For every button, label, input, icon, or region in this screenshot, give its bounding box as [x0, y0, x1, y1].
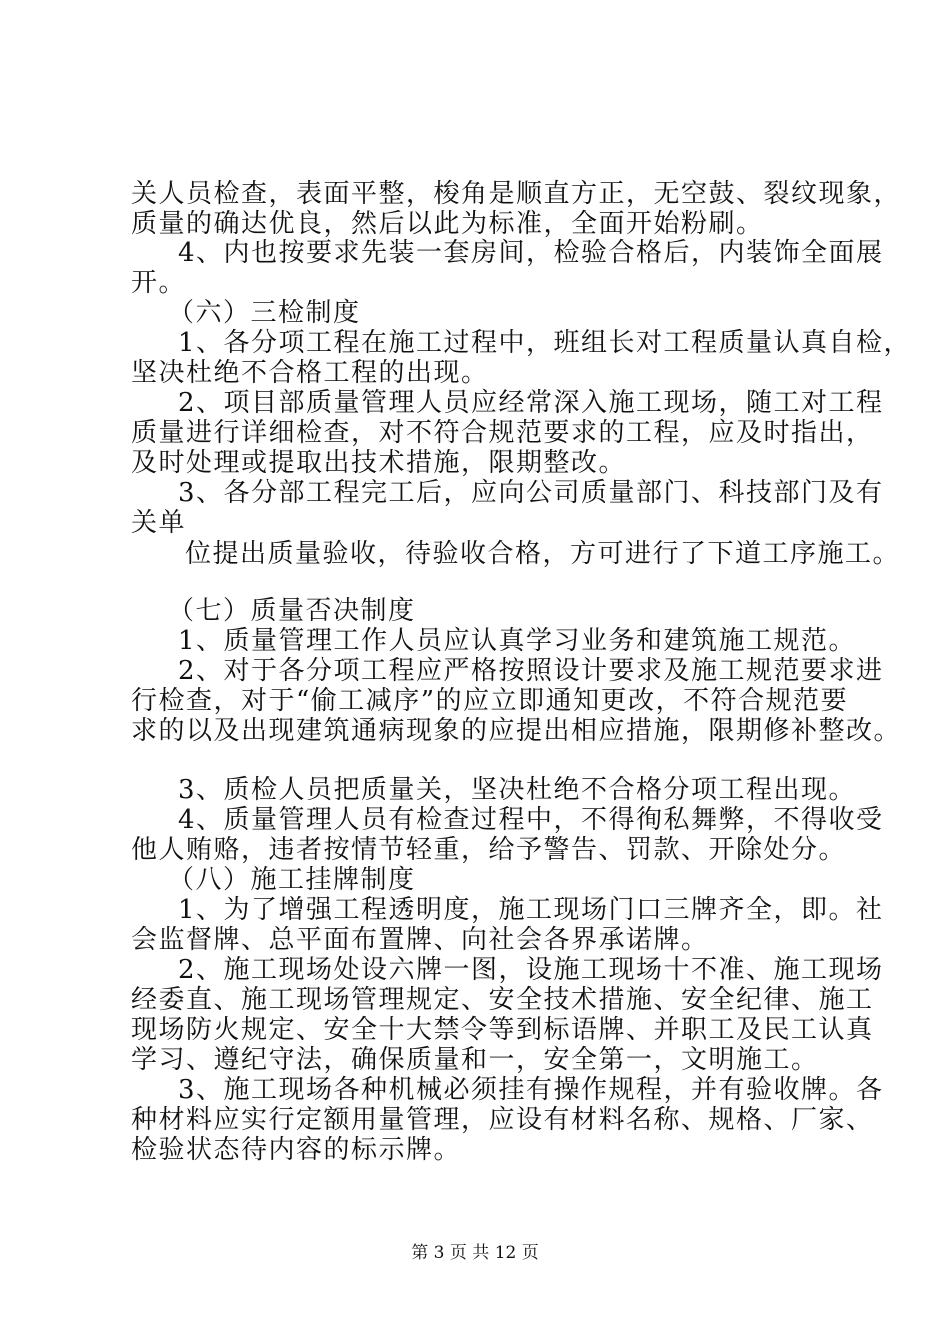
body-text-line: 4、内也按要求先装一套房间，检验合格后，内装饰全面展: [178, 238, 884, 268]
body-text-line: 4、质量管理人员有检查过程中，不得徇私舞弊，不得收受: [178, 805, 884, 835]
body-text-line: 质量的确达优良，然后以此为标准，全面开始粉刷。: [131, 209, 764, 239]
body-text-line: 1、各分项工程在施工过程中，班组长对工程质量认真自检，: [178, 328, 912, 358]
body-text-line: 2、对于各分项工程应严格按照设计要求及施工规范要求进: [178, 656, 884, 686]
body-text-line: 2、项目部质量管理人员应经常深入施工现场，随工对工程: [178, 388, 884, 418]
body-text-line: 3、质检人员把质量关，坚决杜绝不合格分项工程出现。: [178, 775, 857, 805]
body-text-line: 位提出质量验收，待验收合格，方可进行了下道工序施工。: [185, 539, 901, 569]
body-text-line: 现场防火规定、安全十大禁令等到标语牌、并职工及民工认真: [131, 1015, 874, 1045]
section-heading: （八）施工挂牌制度: [168, 865, 416, 895]
section-heading: （七）质量否决制度: [168, 596, 416, 626]
body-text-line: 及时处理或提取出技术措施，限期整改。: [131, 448, 627, 478]
body-text-line: 会监督牌、总平面布置牌、向社会各界承诺牌。: [131, 925, 709, 955]
body-text-line: 1、质量管理工作人员应认真学习业务和建筑施工规范。: [178, 626, 857, 656]
body-text-line: 行检查，对于“偷工减序”的应立即通知更改，不符合规范要: [131, 686, 849, 716]
body-text-line: 开。: [131, 268, 187, 298]
body-text-line: 1、为了增强工程透明度，施工现场门口三牌齐全，即。社: [178, 895, 884, 925]
body-text-line: 2、施工现场处设六牌一图，设施工现场十不准、施工现场: [178, 955, 884, 985]
body-text-line: 经委直、施工现场管理规定、安全技术措施、安全纪律、施工: [131, 985, 874, 1015]
body-text-line: 学习、遵纪守法，确保质量和一，安全第一，文明施工。: [131, 1045, 819, 1075]
body-text-line: 求的以及出现建筑通病现象的应提出相应措施，限期修补整改。: [131, 716, 902, 746]
body-text-line: 关单: [131, 508, 187, 538]
body-text-line: 质量进行详细检查，对不符合规范要求的工程，应及时指出，: [131, 418, 874, 448]
body-text-line: 坚决杜绝不合格工程的出现。: [131, 358, 489, 388]
page-number-footer: 第 3 页 共 12 页: [411, 1243, 539, 1263]
body-text-line: 关人员检查，表面平整，梭角是顺直方正，无空鼓、裂纹现象，: [131, 179, 902, 209]
body-text-line: 3、各分部工程完工后，应向公司质量部门、科技部门及有: [178, 478, 884, 508]
body-text-line: 他人贿赂，违者按情节轻重，给予警告、罚款、开除处分。: [131, 835, 847, 865]
section-heading: （六）三检制度: [168, 298, 361, 328]
body-text-line: 种材料应实行定额用量管理，应设有材料名称、规格、厂家、: [131, 1105, 874, 1135]
body-text-line: 3、施工现场各种机械必须挂有操作规程，并有验收牌。各: [178, 1075, 884, 1105]
body-text-line: 检验状态待内容的标示牌。: [131, 1135, 462, 1165]
